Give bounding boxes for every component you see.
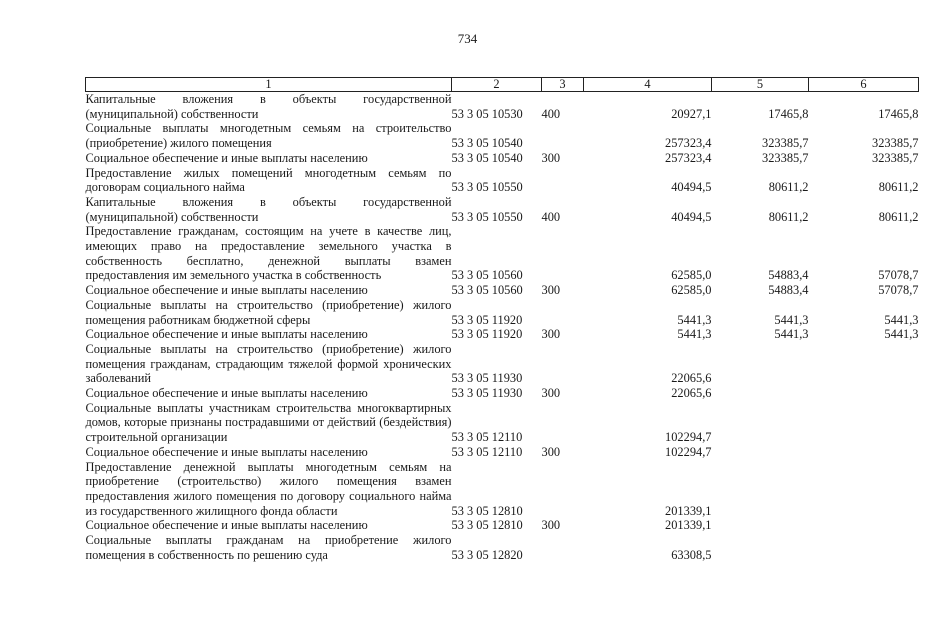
row-value-col4: 22065,6	[671, 386, 712, 401]
row-value-col6: 323385,7	[872, 150, 919, 165]
row-value-col6: 80611,2	[878, 180, 919, 195]
row-code: 53 3 05 10550	[451, 209, 523, 224]
header-row	[86, 78, 919, 92]
column-header-1: 1	[86, 78, 452, 92]
row-value-col5: 54883,4	[768, 283, 809, 298]
row-value-col5	[712, 533, 809, 562]
row-value-col4: 40494,5	[671, 209, 712, 224]
row-value-col6	[809, 533, 919, 562]
column-header-6: 6	[809, 78, 919, 92]
row-expense-type: 300	[541, 386, 561, 401]
row-value-col6	[809, 401, 919, 445]
row-value-col5: 17465,8	[768, 106, 809, 121]
row-value-col6	[809, 445, 919, 460]
row-value-col6: 323385,7	[872, 136, 919, 151]
row-code: 53 3 05 10560	[451, 283, 523, 298]
row-name: Социальные выплаты на строительство (приобретение) жилого помещения гражданам, страдающим тяжелой формой хронических заболеваний	[85, 341, 452, 386]
row-code: 53 3 05 10540	[451, 150, 523, 165]
row-value-col4: 20927,1	[671, 106, 712, 121]
row-expense-type	[542, 298, 584, 327]
row-value-col6: 80611,2	[878, 209, 919, 224]
row-name: Социальное обеспечение и иные выплаты населению	[85, 444, 368, 459]
table-row	[86, 533, 919, 562]
table-row	[86, 92, 919, 122]
table-row	[86, 283, 919, 298]
table-row	[86, 460, 919, 519]
row-expense-type	[542, 533, 584, 562]
row-code: 53 3 05 12110	[451, 444, 523, 459]
row-expense-type: 300	[541, 518, 561, 533]
row-code: 53 3 05 10550	[451, 180, 523, 195]
row-value-col6: 57078,7	[878, 268, 919, 283]
row-expense-type	[542, 166, 584, 195]
row-code: 53 3 05 11920	[451, 312, 523, 327]
budget-table	[85, 77, 919, 563]
table-row	[86, 401, 919, 445]
row-code: 53 3 05 11930	[451, 371, 523, 386]
row-name: Капитальные вложения в объекты государственной (муниципальной) собственности	[85, 194, 452, 224]
page-number: 734	[457, 31, 478, 46]
row-expense-type	[542, 224, 584, 283]
row-code: 53 3 05 12810	[451, 518, 523, 533]
row-value-col4: 257323,4	[665, 136, 712, 151]
row-code: 53 3 05 10540	[451, 136, 523, 151]
row-value-col5: 54883,4	[768, 268, 809, 283]
row-value-col5	[712, 460, 809, 519]
row-value-col5	[712, 401, 809, 445]
row-name: Социальное обеспечение и иные выплаты населению	[85, 283, 368, 298]
column-header-2: 2	[452, 78, 542, 92]
row-code: 53 3 05 12110	[451, 430, 523, 445]
table-row	[86, 151, 919, 166]
row-name: Социальные выплаты на строительство (приобретение) жилого помещения работникам бюджетной сферы	[85, 297, 452, 327]
table-row	[86, 518, 919, 533]
row-expense-type	[542, 401, 584, 445]
table-row	[86, 195, 919, 224]
table-row	[86, 298, 919, 327]
row-value-col4: 5441,3	[677, 327, 712, 342]
row-expense-type: 300	[541, 327, 561, 342]
row-expense-type: 300	[541, 444, 561, 459]
row-expense-type: 400	[541, 106, 561, 121]
row-value-col5: 5441,3	[774, 327, 809, 342]
row-value-col4: 257323,4	[665, 150, 712, 165]
row-value-col4: 62585,0	[671, 268, 712, 283]
row-value-col4: 201339,1	[665, 503, 712, 518]
row-value-col4: 63308,5	[671, 547, 712, 562]
row-expense-type: 300	[541, 150, 561, 165]
row-code: 53 3 05 12820	[451, 547, 523, 562]
row-value-col6: 5441,3	[884, 327, 919, 342]
row-value-col5	[712, 386, 809, 401]
row-value-col6	[809, 386, 919, 401]
row-value-col4: 102294,7	[665, 444, 712, 459]
row-name: Социальное обеспечение и иные выплаты населению	[85, 327, 368, 342]
table-row	[86, 342, 919, 386]
row-value-col6	[809, 518, 919, 533]
row-value-col6: 5441,3	[884, 312, 919, 327]
row-name: Социальное обеспечение и иные выплаты населению	[85, 518, 368, 533]
row-code: 53 3 05 10530	[451, 106, 523, 121]
row-name: Социальные выплаты многодетным семьям на строительство (приобретение) жилого помещения	[85, 121, 452, 151]
row-value-col5: 323385,7	[762, 150, 809, 165]
row-expense-type	[542, 342, 584, 386]
table-row	[86, 224, 919, 283]
column-header-3: 3	[542, 78, 584, 92]
row-name: Предоставление гражданам, состоящим на учете в качестве лиц, имеющих право на предоставление земельного участка в собственность бесплатно, денежной выплаты взамен предоставления им земельного участка в собственность	[85, 224, 452, 283]
row-expense-type	[542, 460, 584, 519]
row-value-col4: 201339,1	[665, 518, 712, 533]
row-name: Предоставление денежной выплаты многодетным семьям на приобретение (строительство) жилого помещения взамен предоставления жилого помещения по договору социального найма из государственного жилищного фонда области	[85, 459, 452, 518]
row-value-col4: 22065,6	[671, 371, 712, 386]
row-name: Социальное обеспечение и иные выплаты населению	[85, 150, 368, 165]
row-value-col5: 5441,3	[774, 312, 809, 327]
row-value-col5: 80611,2	[768, 180, 809, 195]
table-row	[86, 386, 919, 401]
row-value-col5: 323385,7	[762, 136, 809, 151]
row-value-col4: 102294,7	[665, 430, 712, 445]
table-row	[86, 445, 919, 460]
row-value-col4: 40494,5	[671, 180, 712, 195]
row-expense-type	[542, 121, 584, 150]
row-value-col6: 17465,8	[878, 106, 919, 121]
row-name: Социальное обеспечение и иные выплаты населению	[85, 386, 368, 401]
row-value-col5: 80611,2	[768, 209, 809, 224]
row-value-col4: 62585,0	[671, 283, 712, 298]
table-row	[86, 121, 919, 150]
row-value-col6: 57078,7	[878, 283, 919, 298]
row-code: 53 3 05 11930	[451, 386, 523, 401]
row-code: 53 3 05 10560	[451, 268, 523, 283]
row-expense-type: 300	[541, 283, 561, 298]
row-name: Социальные выплаты участникам строительства многоквартирных домов, которые признаны пострадавшими от действий (бездействия) строительной организации	[85, 400, 452, 445]
column-header-4: 4	[584, 78, 712, 92]
row-value-col6	[809, 342, 919, 386]
row-value-col6	[809, 460, 919, 519]
row-value-col4: 5441,3	[677, 312, 712, 327]
row-name: Социальные выплаты гражданам на приобретение жилого помещения в собственность по решению суда	[85, 533, 452, 562]
row-value-col5	[712, 342, 809, 386]
row-code: 53 3 05 11920	[451, 327, 523, 342]
row-value-col5	[712, 518, 809, 533]
row-name: Капитальные вложения в объекты государственной (муниципальной) собственности	[85, 92, 452, 121]
row-expense-type: 400	[541, 209, 561, 224]
table-body	[86, 92, 919, 563]
table-row	[86, 327, 919, 342]
row-code: 53 3 05 12810	[451, 503, 523, 518]
table-row	[86, 166, 919, 195]
row-name: Предоставление жилых помещений многодетным семьям по договорам социального найма	[85, 165, 452, 195]
column-header-5: 5	[712, 78, 809, 92]
row-value-col5	[712, 445, 809, 460]
